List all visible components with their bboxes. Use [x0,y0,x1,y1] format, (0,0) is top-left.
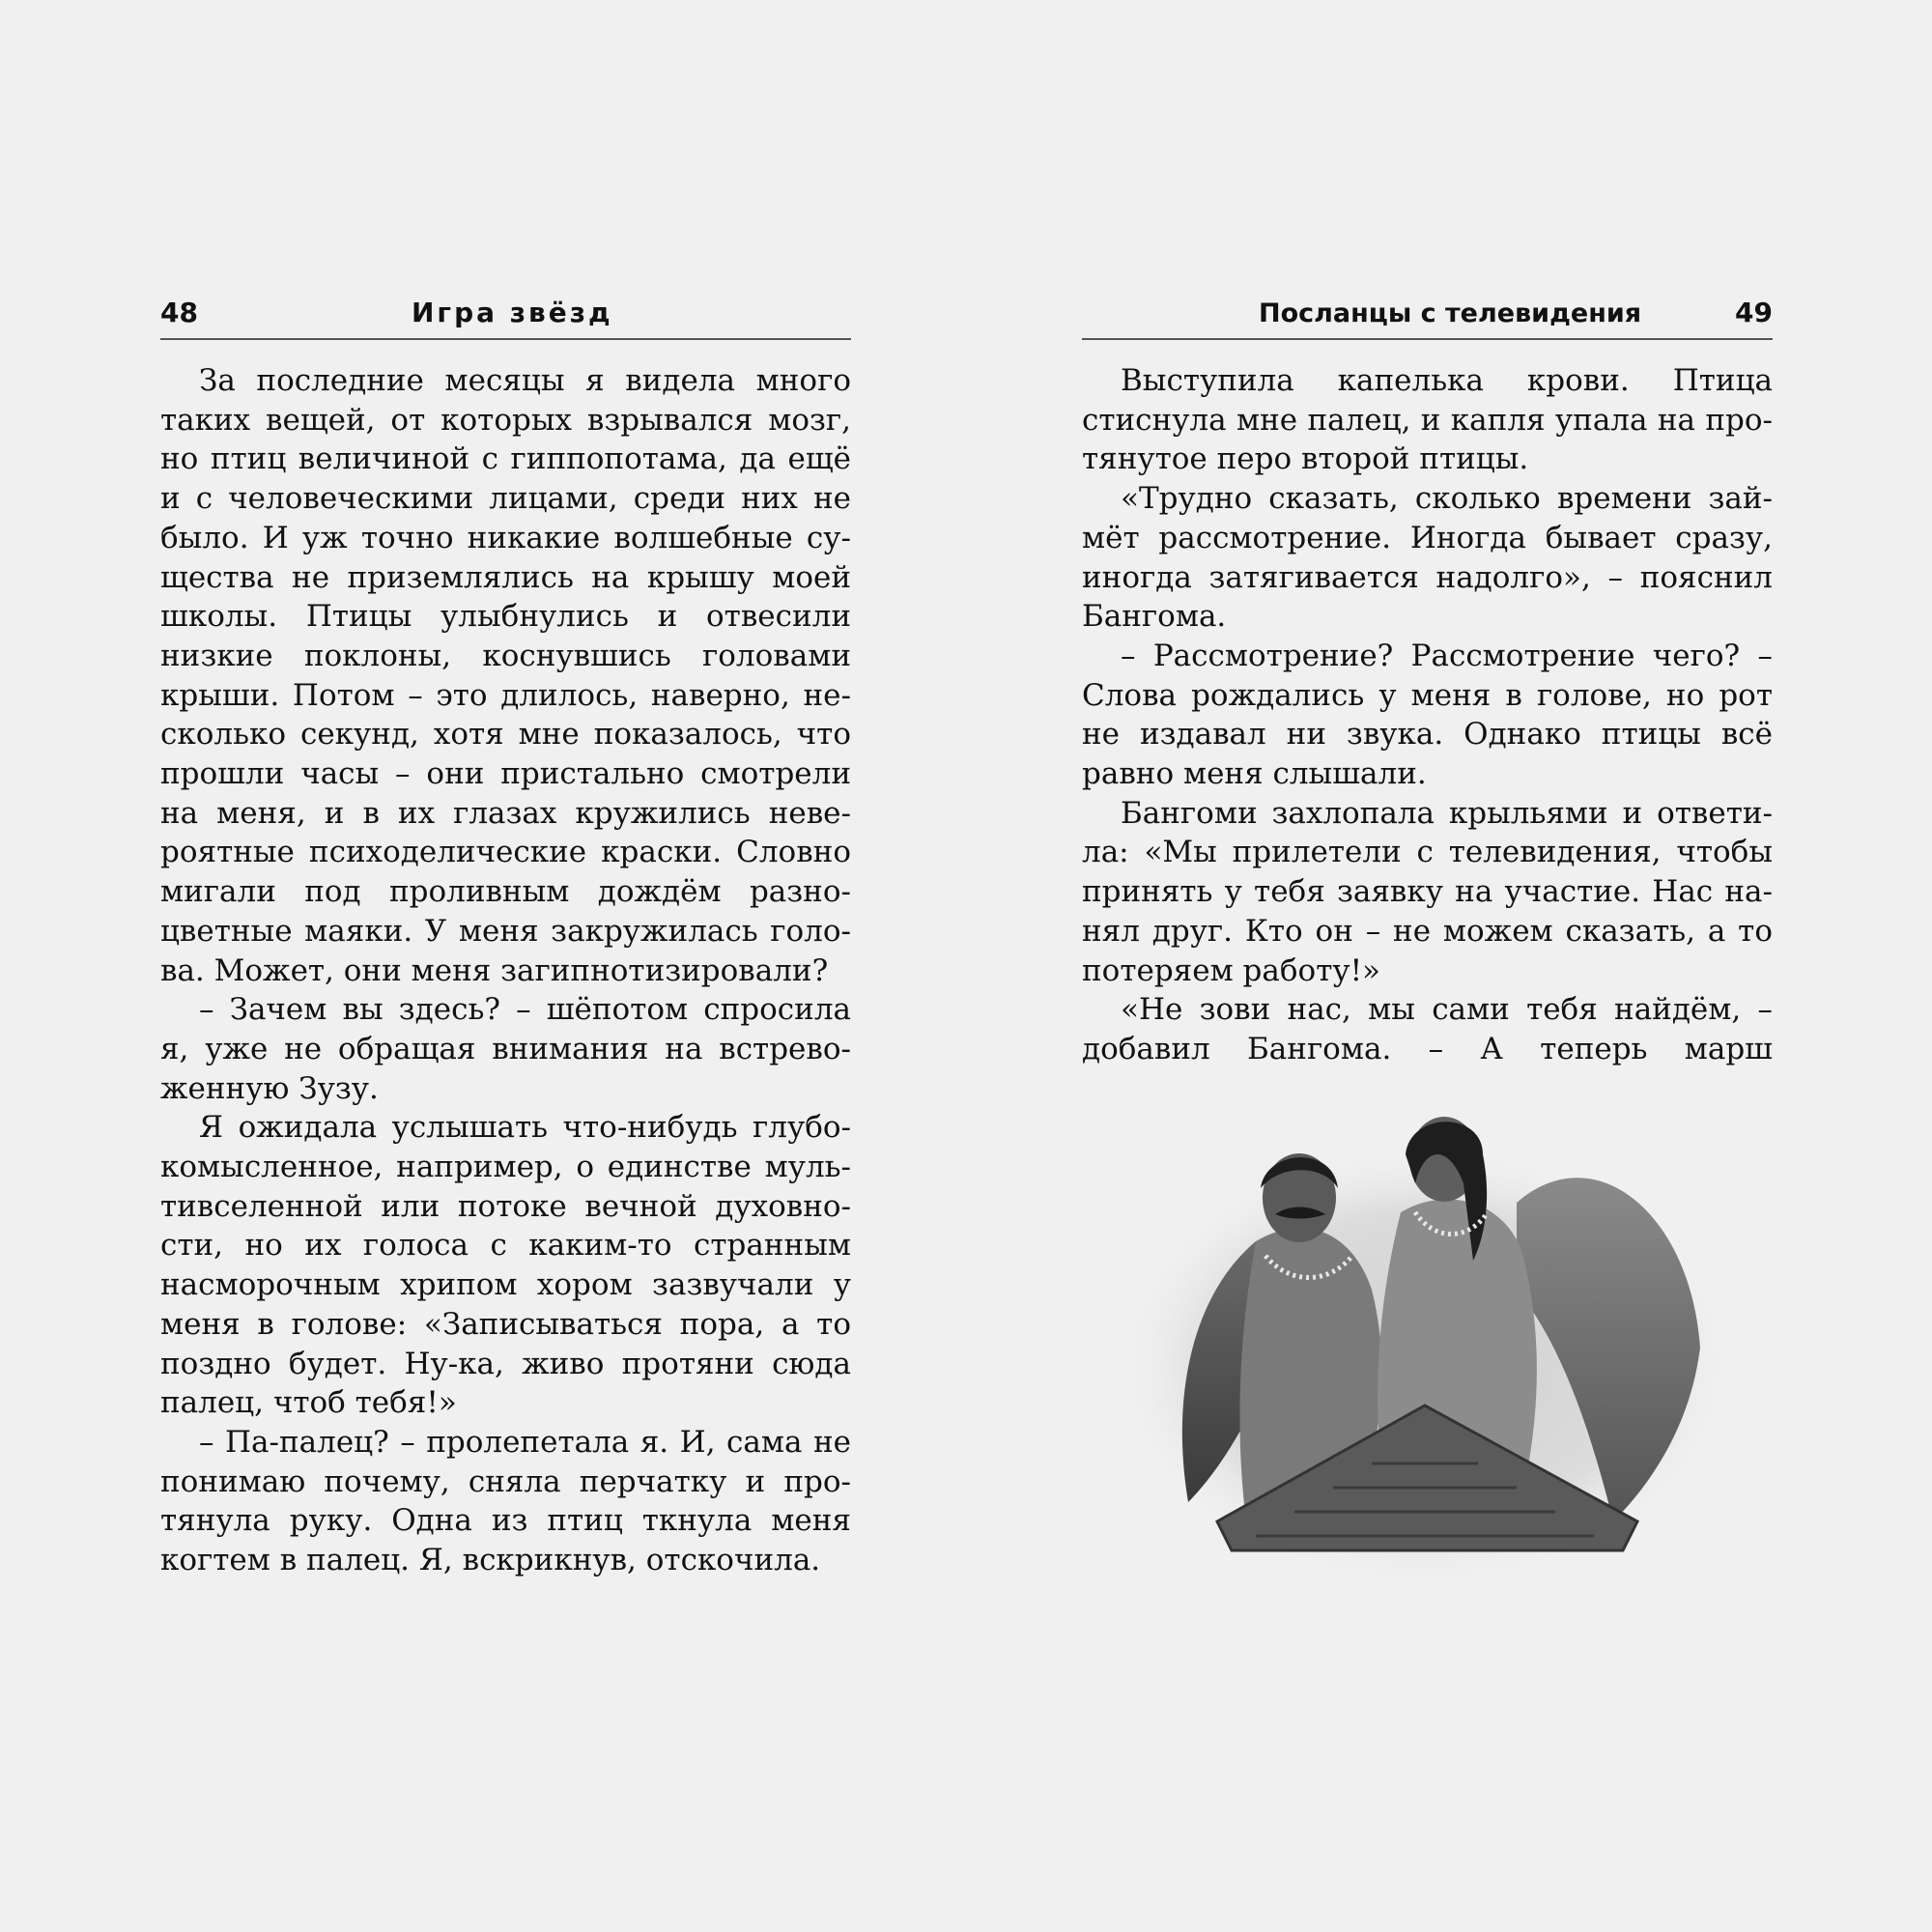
paragraph: Бангоми захлопала крыльями и ответила: «Мы прилетели с телевидения, чтобы принять у тебя заявку на участие. Нас нанял друг. Кто он – не можем сказать, а то потеряем работу!» [1082,795,1773,988]
paragraph: «Не зови нас, мы сами тебя найдём, – добавил Бангома. – А теперь марш [1082,992,1773,1066]
paragraph: – Рассмотрение? Рассмотрение чего? – Слова рождались у меня в голове, но рот не издавал ни звука. Однако птицы всё равно меня слышали. [1082,638,1773,792]
paragraph: Выступила капелька крови. Птица стиснула мне палец, и капля упала на протянутое перо второй птицы. [1082,363,1773,477]
left-page-body [160,361,851,1580]
paragraph: – Зачем вы здесь? – шёпотом спросила я, уже не обращая внимания на встревоженную Зузу. [160,992,851,1106]
page-number-left: 48 [160,297,198,328]
paragraph: – Па-палец? – пролепетала я. И, сама не понимаю почему, сняла перчатку и протянула руку. Одна из птиц ткнула меня когтем в палец. Я, вскрикнув, отскочила. [160,1424,851,1578]
left-page-header [160,285,851,340]
paragraph: За последние месяцы я видела много таких вещей, от которых взрывался мозг, но птиц величиной с гиппопотама, да ещё и с человеческими лицами, среди них не было. И уж точно никакие волшебные существа не приземлялись на крышу моей школы. Птицы улыбнулись и отвесили низкие поклоны, коснувшись головами крыши. Потом – это длилось, наверно, несколько секунд, хотя мне показалось, что прошли часы – они пристально смотрели на меня, и в их глазах кружились невероятные психоделические краски. Словно мигали под проливным дождём разноцветные маяки. У меня закружилась голова. Может, они меня загипнотизировали? [160,363,851,988]
right-page [1082,285,1773,1069]
paragraph: «Трудно сказать, сколько времени займёт рассмотрение. Иногда бывает сразу, иногда затягивается надолго», – пояснил Бангома. [1082,481,1773,635]
right-page-header [1082,285,1773,340]
left-page [160,285,851,1580]
running-title-left: Игра звёзд [412,297,613,328]
running-title-right: Посланцы с телевидения [1259,298,1642,328]
paragraph: Я ожидала услышать что-нибудь глубокомысленное, например, о единстве мультивселенной или потоке вечной духовности, но их голоса с каким-то странным насморочным хрипом хором зазвучали у меня в голове: «Записываться пора, а то поздно будет. Ну-ка, живо протяни сюда палец, чтоб тебя!» [160,1110,851,1421]
harpy-birds-illustration [1111,1096,1739,1589]
page-number-right: 49 [1735,297,1773,328]
right-page-body [1082,361,1773,1069]
